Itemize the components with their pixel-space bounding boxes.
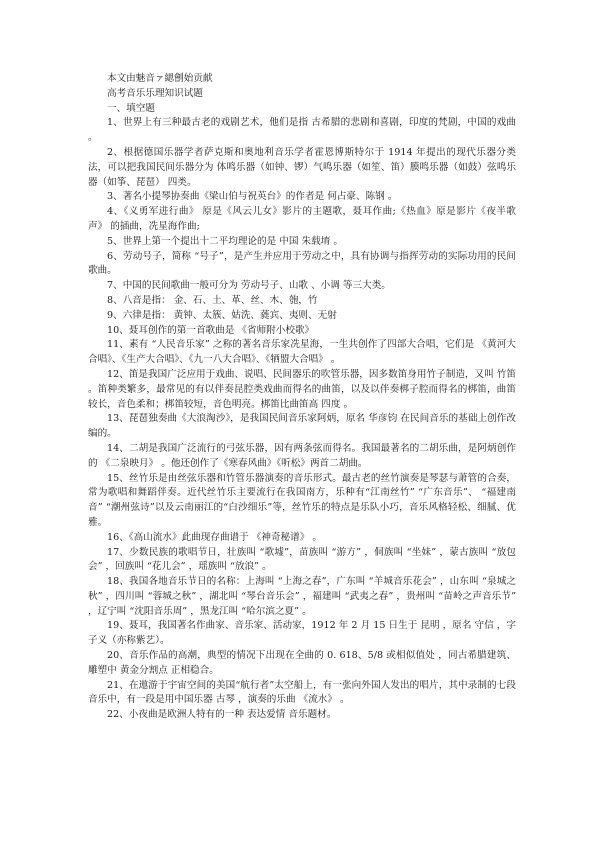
question-item: 7、中国的民间歌曲一般可分为 劳动号子、山歌 、小调 等三大类。 <box>107 280 391 292</box>
question-item: 15、丝竹乐是由丝弦乐器和竹管乐器演奏的音乐形式。最古老的丝竹演奏是琴瑟与萧管的合奏，常为歌唱和舞蹈伴奏。近代丝竹乐主要流行在我国南方，乐种有“江南丝竹” “广东音乐”、 “福建南音” “潮州弦诗”以及云南丽江的“白沙细乐”等，丝竹乐的特点是乐队小巧，音乐风格轻松、细腻、优雅。 <box>88 472 516 528</box>
question-item: 4、《义勇军进行曲》 原是《风云儿女》影片的主题歌，聂耳作曲;《热血》原是影片《夜半歌声》 的插曲，冼星海作曲; <box>88 206 516 232</box>
question-item: 3、著名小提琴协奏曲《梁山伯与祝英台》的作者是 何占豪、陈钢 。 <box>107 191 398 203</box>
question-item: 6、劳动号子，简称 “号子”，是产生并应用于劳动之中，具有协调与指挥劳动的实际功用的民间歌曲。 <box>88 250 516 277</box>
question-item: 22、小夜曲是欧洲人特有的一种 表达爱情 音乐题材。 <box>107 709 337 721</box>
question-item: 19、聂耳，我国著名作曲家、音乐家、活动家，1912 年 2 月 15 日生于 昆明 ，原名 守信 ，字子义（亦称紫艺）。 <box>88 620 516 647</box>
question-item: 9、六律是指： 黄钟、太簇、姑洗、蕤宾、夷则、无射 <box>107 309 337 321</box>
question-item: 21、在遨游于宇宙空间的美国“航行者”太空船上，有一张向外国人发出的唱片，其中录制的七段音乐中，有一段是用中国乐器 古琴 ，演奏的乐曲 《流水》 。 <box>88 679 516 706</box>
question-list <box>88 116 516 723</box>
document-title: 高考音乐乐理知识试题 <box>107 87 203 99</box>
question-item: 18、我国各地音乐节日的名称：上海叫 “上海之春”，广东叫 “羊城音乐花会” ，山东叫 “泉城之秋” ，四川叫 “蓉城之秋” ，湖北叫 “琴台音乐会” ，福建叫 “武夷之春” ，贵州叫 “苗岭之声音乐节” ，辽宁叫 “沈阳音乐周” ，黑龙江叫 “哈尔滨之夏” 。 <box>88 576 516 617</box>
question-item: 12、笛是我国广泛应用于戏曲、说唱、民间器乐的吹管乐器，因多数笛身用竹子制造，又叫 竹笛 。笛种类繁多，最常见的有以伴奏昆腔类戏曲而得名的曲笛，以及以伴奏梆子腔而得名的梆笛，曲笛较长，音色柔和；梆笛较短，音色明亮。梆笛比曲笛高 四度 。 <box>88 368 516 410</box>
question-item: 16、《高山流水》此曲现存曲谱于 《神奇秘谱》 。 <box>107 531 322 543</box>
question-item: 10、聂耳创作的第一首歌曲是 《省师附小校歌》 <box>107 324 315 336</box>
question-item: 5、世界上第一个提出十二平均理论的是 中国 朱载堉 。 <box>107 235 343 247</box>
question-item: 1、世界上有三种最古老的戏剧艺术，他们是指 古希腊的悲剧和喜剧，印度的梵剧，中国的戏曲 。 <box>88 117 516 144</box>
question-item: 17、少数民族的歌唱节日，壮族叫 “歌墟”，苗族叫 “游方” ，侗族叫 “坐妹” ，蒙古族叫 “放包会” ，回族叫 “花儿会” ，瑶族叫 “放浪” 。 <box>88 546 516 573</box>
document-body <box>88 72 516 723</box>
contributor-line: 本文由魅音ァ緦劊始贡献 <box>107 73 213 84</box>
question-item: 13、琵琶独奏曲《大浪淘沙》，是我国民间音乐家阿炳，原名 华彦钧 在民间音乐的基础上创作改编的。 <box>88 413 516 440</box>
question-item: 2、根据德国乐器学者萨克斯和奥地利音乐学者霍恩博斯特尔于 1914 年提出的现代乐器分类法，可以把我国民间乐器分为 体鸣乐器（如钟、锣）气鸣乐器（如笙、笛）膜鸣乐器（如鼓）弦鸣乐器（如筝、琵琶） 四类。 <box>88 146 516 188</box>
question-item: 11、素有 “人民音乐家” 之称的著名音乐家冼星海，一生共创作了四部大合唱，它们是 《黄河大合唱》、《生产大合唱》、《九一八大合唱》、《牺盟大合唱》 。 <box>88 339 516 366</box>
question-item: 8、八音是指： 金、石、土、革、丝、木、匏，竹 <box>107 294 318 306</box>
section-heading: 一、填空题 <box>107 102 155 114</box>
question-item: 20、音乐作品的高潮，典型的情况下出现在全曲的 0. 618、5/8 或相似值处 ，同古希腊建筑、雕塑中 黄金分割点 正相稳合。 <box>88 650 516 676</box>
question-item: 14、二胡是我国广泛流行的弓弦乐器，因有两条弦而得名。我国最著名的二胡乐曲，是阿炳创作的 《二泉映月》 。他还创作了《寒春风曲》《听松》两首二胡曲。 <box>88 442 516 469</box>
